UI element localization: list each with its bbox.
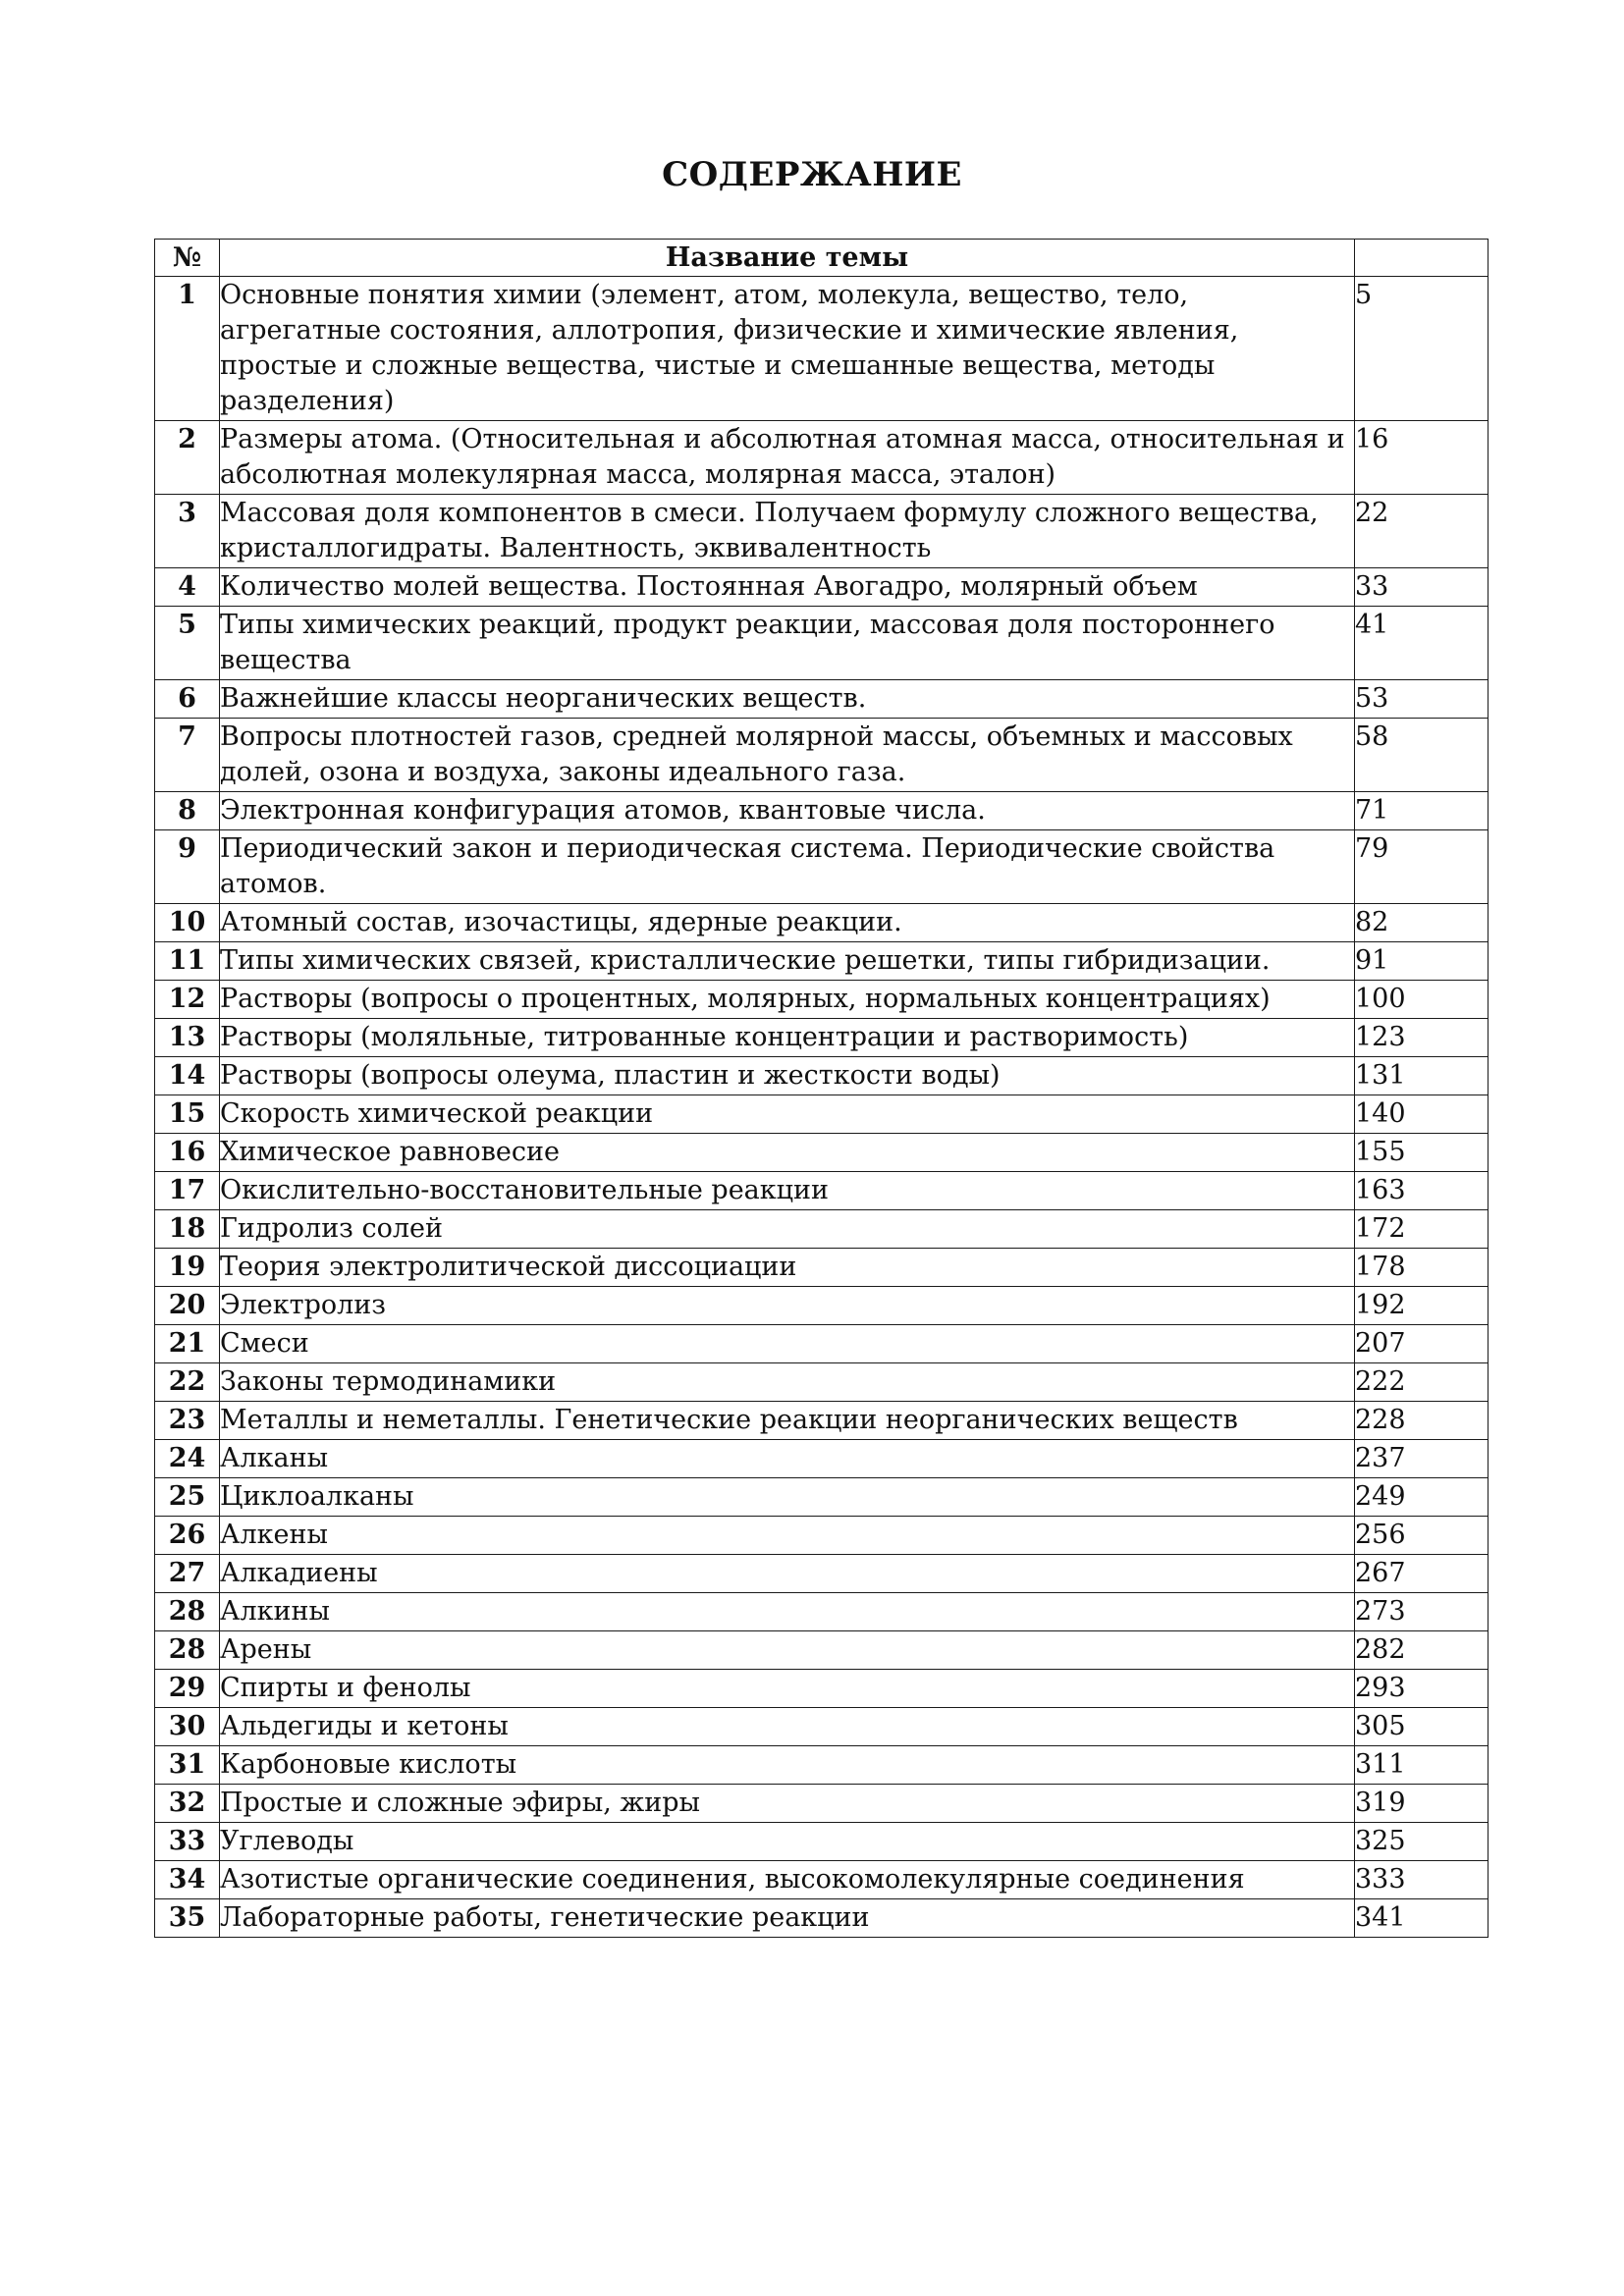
row-page-number: 325 — [1355, 1823, 1489, 1861]
header-number: № — [155, 240, 220, 277]
header-page — [1355, 240, 1489, 277]
row-number: 29 — [155, 1670, 220, 1708]
table-row — [155, 1172, 1489, 1210]
row-topic: Металлы и неметаллы. Генетические реакции неорганических веществ — [220, 1402, 1355, 1440]
table-row — [155, 1899, 1489, 1938]
row-page-number: 71 — [1355, 792, 1489, 830]
row-topic: Типы химических связей, кристаллические решетки, типы гибридизации. — [220, 942, 1355, 981]
row-number: 1 — [155, 277, 220, 421]
table-row — [155, 792, 1489, 830]
row-page-number: 100 — [1355, 981, 1489, 1019]
row-page-number: 53 — [1355, 680, 1489, 719]
table-row — [155, 1019, 1489, 1057]
row-number: 16 — [155, 1134, 220, 1172]
table-row — [155, 1670, 1489, 1708]
row-page-number: 305 — [1355, 1708, 1489, 1746]
table-row — [155, 277, 1489, 421]
table-header-row — [155, 240, 1489, 277]
table-row — [155, 1363, 1489, 1402]
table-row — [155, 1785, 1489, 1823]
row-topic: Электронная конфигурация атомов, квантовые числа. — [220, 792, 1355, 830]
table-row — [155, 719, 1489, 792]
row-page-number: 207 — [1355, 1325, 1489, 1363]
row-number: 3 — [155, 495, 220, 568]
row-topic: Типы химических реакций, продукт реакции, массовая доля постороннего вещества — [220, 607, 1355, 680]
row-page-number: 82 — [1355, 904, 1489, 942]
row-page-number: 311 — [1355, 1746, 1489, 1785]
table-row — [155, 1478, 1489, 1517]
row-number: 31 — [155, 1746, 220, 1785]
row-page-number: 131 — [1355, 1057, 1489, 1095]
table-row — [155, 904, 1489, 942]
row-topic: Скорость химической реакции — [220, 1095, 1355, 1134]
row-number: 15 — [155, 1095, 220, 1134]
table-row — [155, 1517, 1489, 1555]
row-number: 28 — [155, 1593, 220, 1631]
row-number: 8 — [155, 792, 220, 830]
row-topic: Алкены — [220, 1517, 1355, 1555]
row-number: 6 — [155, 680, 220, 719]
row-number: 27 — [155, 1555, 220, 1593]
row-page-number: 228 — [1355, 1402, 1489, 1440]
table-body — [155, 277, 1489, 1938]
row-number: 35 — [155, 1899, 220, 1938]
table-row — [155, 1746, 1489, 1785]
row-topic: Циклоалканы — [220, 1478, 1355, 1517]
row-topic: Окислительно-восстановительные реакции — [220, 1172, 1355, 1210]
row-page-number: 79 — [1355, 830, 1489, 904]
row-topic: Углеводы — [220, 1823, 1355, 1861]
row-page-number: 58 — [1355, 719, 1489, 792]
row-topic: Химическое равновесие — [220, 1134, 1355, 1172]
row-page-number: 333 — [1355, 1861, 1489, 1899]
table-row — [155, 495, 1489, 568]
table-row — [155, 568, 1489, 607]
page-title: СОДЕРЖАНИЕ — [662, 155, 962, 194]
row-topic: Основные понятия химии (элемент, атом, молекула, вещество, тело, агрегатные состояния, аллотропия, физические и химические явления, простые и сложные вещества, чистые и смешанные вещества, методы разделения) — [220, 277, 1355, 421]
row-topic: Размеры атома. (Относительная и абсолютная атомная масса, относительная и абсолютная молекулярная масса, молярная масса, эталон) — [220, 421, 1355, 495]
row-page-number: 123 — [1355, 1019, 1489, 1057]
row-number: 13 — [155, 1019, 220, 1057]
row-number: 24 — [155, 1440, 220, 1478]
table-row — [155, 1325, 1489, 1363]
row-topic: Массовая доля компонентов в смеси. Получаем формулу сложного вещества, кристаллогидраты. Валентность, эквивалентность — [220, 495, 1355, 568]
row-topic: Смеси — [220, 1325, 1355, 1363]
table-row — [155, 1823, 1489, 1861]
row-topic: Теория электролитической диссоциации — [220, 1249, 1355, 1287]
table-row — [155, 1555, 1489, 1593]
row-page-number: 237 — [1355, 1440, 1489, 1478]
row-number: 12 — [155, 981, 220, 1019]
row-page-number: 155 — [1355, 1134, 1489, 1172]
row-topic: Количество молей вещества. Постоянная Авогадро, молярный объем — [220, 568, 1355, 607]
row-topic: Законы термодинамики — [220, 1363, 1355, 1402]
table-row — [155, 942, 1489, 981]
row-number: 5 — [155, 607, 220, 680]
row-number: 20 — [155, 1287, 220, 1325]
row-topic: Атомный состав, изочастицы, ядерные реакции. — [220, 904, 1355, 942]
row-page-number: 341 — [1355, 1899, 1489, 1938]
contents-table — [154, 239, 1489, 1938]
row-topic: Вопросы плотностей газов, средней молярной массы, объемных и массовых долей, озона и воздуха, законы идеального газа. — [220, 719, 1355, 792]
row-number: 34 — [155, 1861, 220, 1899]
row-page-number: 267 — [1355, 1555, 1489, 1593]
table-row — [155, 1057, 1489, 1095]
table-row — [155, 607, 1489, 680]
row-topic: Алкины — [220, 1593, 1355, 1631]
row-topic: Алканы — [220, 1440, 1355, 1478]
row-number: 33 — [155, 1823, 220, 1861]
row-topic: Азотистые органические соединения, высокомолекулярные соединения — [220, 1861, 1355, 1899]
row-number: 7 — [155, 719, 220, 792]
row-topic: Растворы (вопросы о процентных, молярных, нормальных концентрациях) — [220, 981, 1355, 1019]
row-topic: Гидролиз солей — [220, 1210, 1355, 1249]
row-page-number: 178 — [1355, 1249, 1489, 1287]
table-row — [155, 680, 1489, 719]
row-number: 11 — [155, 942, 220, 981]
row-topic: Растворы (вопросы олеума, пластин и жесткости воды) — [220, 1057, 1355, 1095]
table-row — [155, 1095, 1489, 1134]
table-row — [155, 1134, 1489, 1172]
table-row — [155, 1861, 1489, 1899]
row-number: 9 — [155, 830, 220, 904]
row-page-number: 293 — [1355, 1670, 1489, 1708]
row-page-number: 91 — [1355, 942, 1489, 981]
row-number: 23 — [155, 1402, 220, 1440]
table-row — [155, 1631, 1489, 1670]
header-topic: Название темы — [220, 240, 1355, 277]
row-page-number: 172 — [1355, 1210, 1489, 1249]
row-number: 14 — [155, 1057, 220, 1095]
row-page-number: 5 — [1355, 277, 1489, 421]
row-page-number: 249 — [1355, 1478, 1489, 1517]
table-row — [155, 1210, 1489, 1249]
row-number: 21 — [155, 1325, 220, 1363]
row-topic: Важнейшие классы неорганических веществ. — [220, 680, 1355, 719]
row-page-number: 222 — [1355, 1363, 1489, 1402]
row-page-number: 282 — [1355, 1631, 1489, 1670]
row-number: 26 — [155, 1517, 220, 1555]
table-row — [155, 1249, 1489, 1287]
table-row — [155, 981, 1489, 1019]
row-number: 28 — [155, 1631, 220, 1670]
row-page-number: 22 — [1355, 495, 1489, 568]
row-number: 22 — [155, 1363, 220, 1402]
row-page-number: 319 — [1355, 1785, 1489, 1823]
row-page-number: 163 — [1355, 1172, 1489, 1210]
row-number: 2 — [155, 421, 220, 495]
row-number: 32 — [155, 1785, 220, 1823]
row-number: 30 — [155, 1708, 220, 1746]
row-page-number: 140 — [1355, 1095, 1489, 1134]
row-topic: Алкадиены — [220, 1555, 1355, 1593]
row-topic: Простые и сложные эфиры, жиры — [220, 1785, 1355, 1823]
row-topic: Арены — [220, 1631, 1355, 1670]
row-topic: Лабораторные работы, генетические реакции — [220, 1899, 1355, 1938]
row-topic: Карбоновые кислоты — [220, 1746, 1355, 1785]
table-row — [155, 421, 1489, 495]
table-row — [155, 1708, 1489, 1746]
row-topic: Периодический закон и периодическая система. Периодические свойства атомов. — [220, 830, 1355, 904]
row-number: 18 — [155, 1210, 220, 1249]
row-page-number: 16 — [1355, 421, 1489, 495]
row-topic: Электролиз — [220, 1287, 1355, 1325]
row-number: 4 — [155, 568, 220, 607]
row-page-number: 33 — [1355, 568, 1489, 607]
row-page-number: 192 — [1355, 1287, 1489, 1325]
row-topic: Альдегиды и кетоны — [220, 1708, 1355, 1746]
row-page-number: 41 — [1355, 607, 1489, 680]
row-number: 17 — [155, 1172, 220, 1210]
table-row — [155, 1287, 1489, 1325]
row-number: 25 — [155, 1478, 220, 1517]
table-row — [155, 1402, 1489, 1440]
row-topic: Спирты и фенолы — [220, 1670, 1355, 1708]
row-page-number: 273 — [1355, 1593, 1489, 1631]
table-row — [155, 1440, 1489, 1478]
row-page-number: 256 — [1355, 1517, 1489, 1555]
row-number: 19 — [155, 1249, 220, 1287]
table-row — [155, 830, 1489, 904]
row-topic: Растворы (моляльные, титрованные концентрации и растворимость) — [220, 1019, 1355, 1057]
table-row — [155, 1593, 1489, 1631]
row-number: 10 — [155, 904, 220, 942]
